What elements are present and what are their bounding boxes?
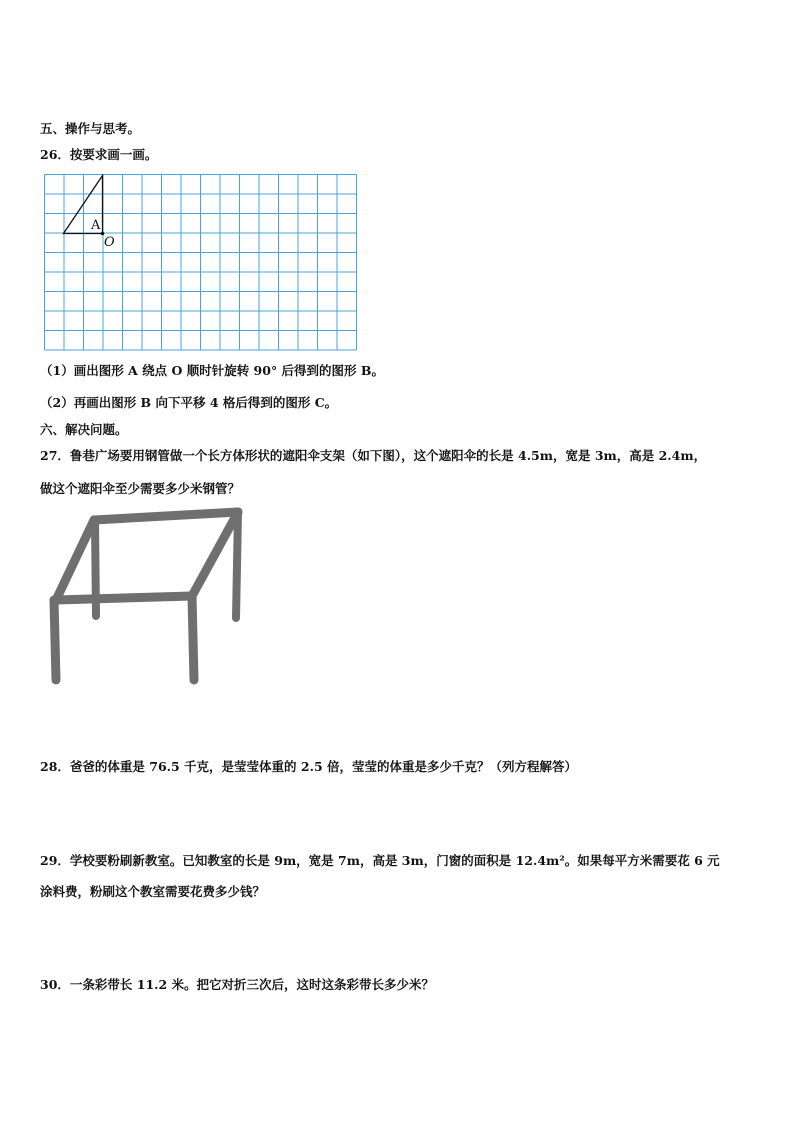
frame-top-back	[94, 512, 238, 520]
frame-leg-back-right	[236, 512, 238, 618]
umbrella-frame-drawing	[46, 500, 246, 686]
label-a: A	[91, 218, 101, 233]
question-26-part-2: （2）再画出图形 B 向下平移 4 格后得到的图形 C。	[40, 395, 338, 410]
grid-lines	[45, 175, 357, 351]
frame-leg-back-left	[95, 522, 96, 616]
question-26-grid	[44, 174, 360, 356]
section-5-title: 五、操作与思考。	[40, 121, 141, 136]
question-28: 28．爸爸的体重是 76.5 千克，是莹莹体重的 2.5 倍，莹莹的体重是多少千克？（列方程解答）	[40, 759, 577, 774]
umbrella-frame-picture	[46, 500, 246, 690]
question-29-line-1: 29．学校要粉刷新教室。已知教室的长是 9m，宽是 7m，高是 3m，门窗的面积是 12.4m²。如果每平方米需要花 6 元	[40, 853, 720, 868]
section-6-title: 六、解决问题。	[40, 422, 128, 437]
question-29-line-2: 涂料费，粉刷这个教室需要花费多少钱？	[40, 884, 266, 899]
frame-top-left	[56, 520, 94, 600]
frame-leg-front-left	[54, 600, 56, 680]
question-26-title: 26．按要求画一画。	[40, 147, 158, 162]
label-o: O	[104, 235, 115, 250]
question-26-part-1: （1）画出图形 A 绕点 O 顺时针旋转 90° 后得到的图形 B。	[40, 363, 384, 378]
frame-top-front	[56, 596, 192, 600]
frame-leg-front-right	[192, 596, 194, 680]
frame-top-right	[192, 512, 238, 596]
question-30: 30．一条彩带长 11.2 米。把它对折三次后，这时这条彩带长多少米？	[40, 977, 435, 992]
grid-figure	[44, 174, 360, 352]
question-27-line-1: 27．鲁巷广场要用钢管做一个长方体形状的遮阳伞支架（如下图），这个遮阳伞的长是 4.5m，宽是 3m，高是 2.4m，	[40, 448, 707, 463]
question-27-line-2: 做这个遮阳伞至少需要多少米钢管？	[40, 481, 241, 496]
